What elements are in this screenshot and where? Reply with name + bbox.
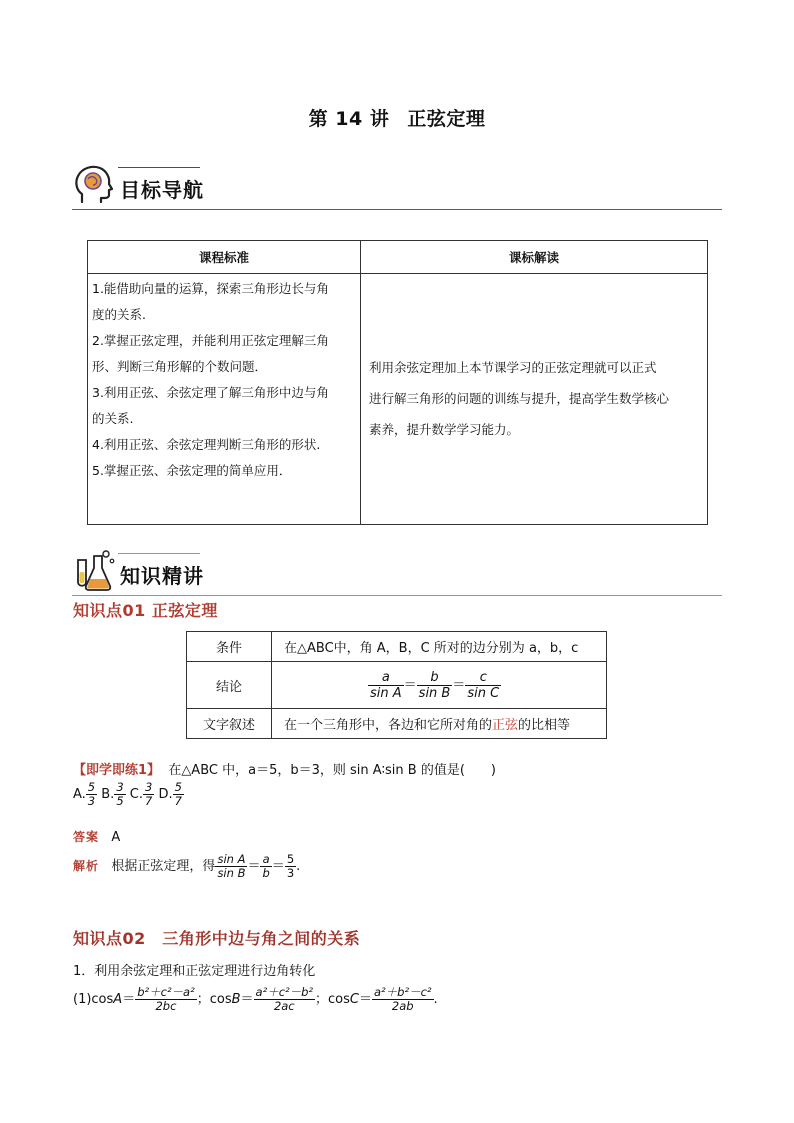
var-a: A — [113, 992, 123, 1007]
cond-value: 在△ABC中，角 A，B，C 所对的边分别为 a，b，c — [272, 632, 607, 662]
period: . — [296, 859, 301, 874]
exercise1-answer — [73, 828, 120, 845]
section-knowledge-overline — [118, 553, 200, 554]
section-goals-overline — [118, 167, 200, 168]
exercise1-options — [73, 781, 184, 808]
section-goals-label: 目标导航 — [120, 178, 204, 202]
option-c: C. $\frac{3}{7}$ — [129, 780, 153, 808]
exercise1-head: 【即学即练1】 — [73, 763, 161, 778]
text-post: 的比相等 — [518, 718, 571, 733]
analysis-label: 解析 — [73, 859, 100, 873]
kp2-item1: 1．利用余弦定理和正弦定理进行边角转化 — [73, 964, 316, 979]
goals-interpretation-cell — [361, 274, 708, 525]
brain-head-icon — [72, 162, 116, 206]
equals-sign: ＝ — [247, 859, 261, 874]
standard-line: 2.掌握正弦定理，并能利用正弦定理解三角 — [92, 333, 329, 348]
page-title — [0, 104, 794, 131]
equals-sign: ＝ — [271, 859, 285, 874]
text-value — [272, 709, 607, 739]
section-knowledge-header — [72, 546, 722, 596]
option-d: D. $\frac{5}{7}$ — [158, 780, 182, 808]
kp2-cos-formulas — [73, 986, 438, 1013]
concl-formula — [272, 662, 607, 709]
analysis-frac-ab: $\frac{a}{b}$ — [262, 852, 270, 880]
standard-line: 3.利用正弦、余弦定理了解三角形中边与角 — [92, 385, 329, 400]
option-b: B. $\frac{3}{5}$ — [101, 780, 124, 808]
lab-flask-icon — [72, 548, 116, 592]
frac-a-sinA: $\frac{a}{\text{sin A}}$ — [370, 669, 402, 701]
equals-sign: ＝ — [452, 677, 466, 693]
answer-value: A — [111, 830, 121, 845]
answer-label: 答案 — [73, 830, 100, 844]
lecture-topic: 正弦定理 — [407, 108, 486, 130]
var-c: C — [349, 992, 359, 1007]
standard-line: 5.掌握正弦、余弦定理的简单应用． — [92, 463, 292, 478]
text-pre: 在一个三角形中，各边和它所对角的 — [284, 718, 493, 733]
section-knowledge-rule — [72, 595, 722, 596]
frac-c-sinC: $\frac{c}{\text{sin C}}$ — [467, 669, 500, 701]
equals-sign: ＝ — [122, 992, 136, 1007]
sine-law-table — [186, 631, 607, 739]
analysis-text: 根据正弦定理，得 — [111, 859, 216, 874]
cos-prefix-b: ；cos — [196, 992, 232, 1007]
exercise1-question — [73, 759, 496, 778]
interpretation-line: 利用余弦定理加上本节课学习的正弦定理就可以正式 — [369, 360, 657, 375]
section-goals-header — [72, 160, 722, 210]
text-label: 文字叙述 — [187, 709, 272, 739]
interpretation-line: 素养，提升数学学习能力。 — [369, 422, 520, 437]
analysis-frac-53: $\frac{5}{3}$ — [286, 852, 295, 880]
equals-sign: ＝ — [240, 992, 254, 1007]
period: . — [433, 992, 438, 1007]
exercise1-analysis — [73, 853, 300, 880]
kp2-title: 知识点02 三角形中边与角之间的关系 — [73, 929, 361, 948]
standard-line: 的关系. — [92, 411, 134, 426]
goals-standards-cell — [88, 274, 361, 525]
goals-header-standard: 课程标准 — [88, 241, 361, 274]
var-b: B — [231, 992, 241, 1007]
section-goals-rule — [72, 209, 722, 210]
option-a: A. $\frac{5}{3}$ — [73, 780, 96, 808]
cond-label: 条件 — [187, 632, 272, 662]
goals-header-interpretation: 课标解读 — [361, 241, 708, 274]
standard-line: 4.利用正弦、余弦定理判断三角形的形状. — [92, 437, 321, 452]
cosB-frac: $\frac{\text{a²＋c²－b²}}{2ac}$ — [255, 985, 314, 1013]
standard-line: 1.能借助向量的运算，探索三角形边长与角 — [92, 281, 329, 296]
exercise1-text: 在△ABC 中，a＝5，b＝3，则 sin A∶sin B 的值是( ) — [168, 763, 496, 778]
interpretation-line: 进行解三角形的问题的训练与提升，提高学生数学核心 — [369, 391, 670, 406]
standard-line: 形、判断三角形解的个数问题． — [92, 359, 268, 374]
cos-prefix: (1)cos — [73, 992, 114, 1007]
lecture-number: 第 14 讲 — [308, 108, 390, 130]
goals-table — [87, 240, 708, 525]
cosA-frac: $\frac{\text{b²＋c²－a²}}{2bc}$ — [137, 985, 195, 1013]
equals-sign: ＝ — [403, 677, 417, 693]
frac-b-sinB: $\frac{b}{\text{sin B}}$ — [418, 669, 451, 701]
cos-prefix-c: ；cos — [315, 992, 350, 1007]
section-knowledge-label: 知识精讲 — [120, 564, 204, 588]
standard-line: 度的关系. — [92, 307, 146, 322]
kp1-title: 知识点01 正弦定理 — [73, 601, 218, 620]
concl-label: 结论 — [187, 662, 272, 709]
equals-sign: ＝ — [358, 992, 372, 1007]
cosC-frac: $\frac{\text{a²＋b²－c²}}{2ab}$ — [374, 985, 432, 1013]
analysis-frac-sin: $\frac{\text{sin A}}{\text{sin B}}$ — [217, 852, 246, 880]
text-highlight: 正弦 — [492, 718, 519, 733]
